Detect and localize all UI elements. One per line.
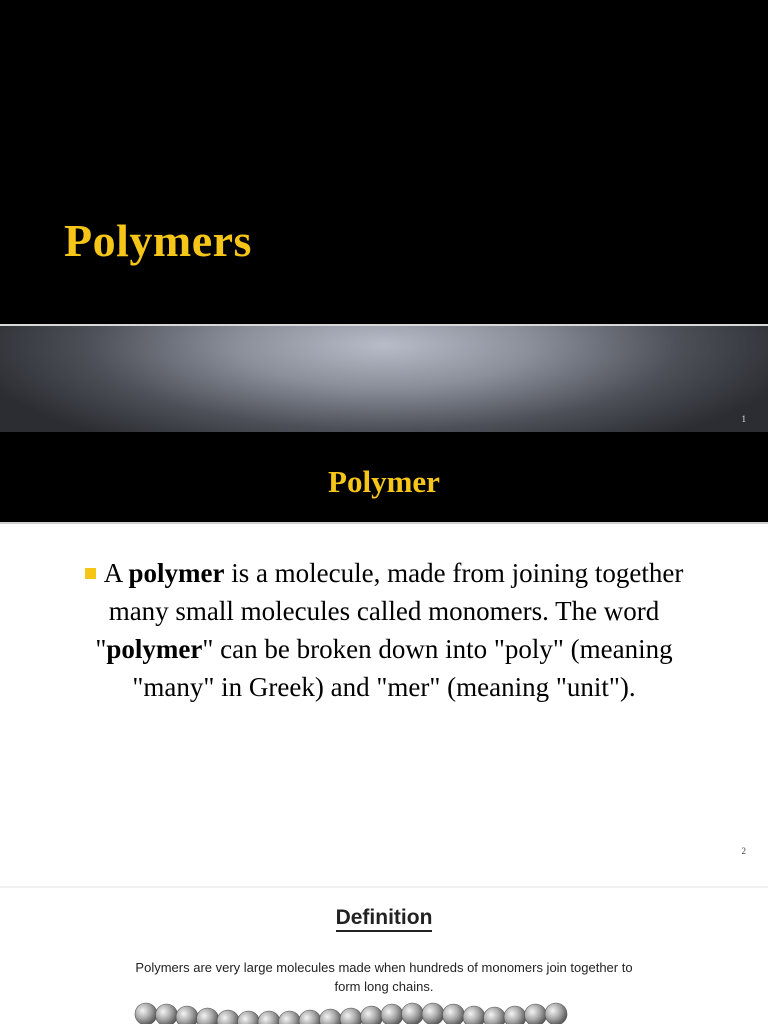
monomer-sphere [504,1006,526,1024]
polymer-bold-2: polymer [106,634,203,664]
monomer-sphere [135,1003,157,1024]
slide-2-page-number: 2 [741,846,746,856]
paragraph-text-1: A [103,558,129,588]
definition-heading: Definition [336,906,433,932]
square-bullet-icon [85,568,96,579]
slide-1-gradient-band [0,324,768,434]
monomer-sphere [156,1004,178,1024]
monomer-sphere [320,1009,342,1024]
slide-3-title [0,906,768,930]
monomer-sphere [484,1007,506,1024]
monomer-sphere [402,1003,424,1024]
monomer-chain-illustration [0,1000,768,1024]
slide-2-paragraph [70,554,698,706]
slide-1-page-number: 1 [741,414,746,424]
slide-1-title: Polymers [64,215,252,266]
monomer-sphere [381,1004,403,1024]
paragraph-text-2: is a molecule, made from joining together many small molecules called monomers. The word " [95,558,684,664]
monomer-sphere [299,1010,321,1024]
monomer-sphere [340,1008,362,1024]
monomer-sphere [238,1011,260,1024]
monomer-sphere [463,1006,485,1024]
monomer-sphere [545,1003,567,1024]
monomer-sphere [258,1011,280,1024]
monomer-sphere [525,1004,547,1024]
polymer-bold-1: polymer [128,558,225,588]
monomer-sphere [279,1011,301,1024]
paragraph-text-3: " can be broken down into "poly" (meaning "many" in Greek) and "mer" (meaning "unit"). [132,634,673,702]
slide-2-title: Polymer [328,464,440,499]
monomer-sphere [217,1010,239,1024]
monomer-sphere [361,1006,383,1024]
monomer-sphere [422,1003,444,1024]
monomer-sphere [443,1004,465,1024]
slide-3-definition-text: Polymers are very large molecules made when hundreds of monomers join together to form long chains. [135,960,633,994]
monomer-sphere [176,1006,198,1024]
monomer-sphere [197,1008,219,1024]
